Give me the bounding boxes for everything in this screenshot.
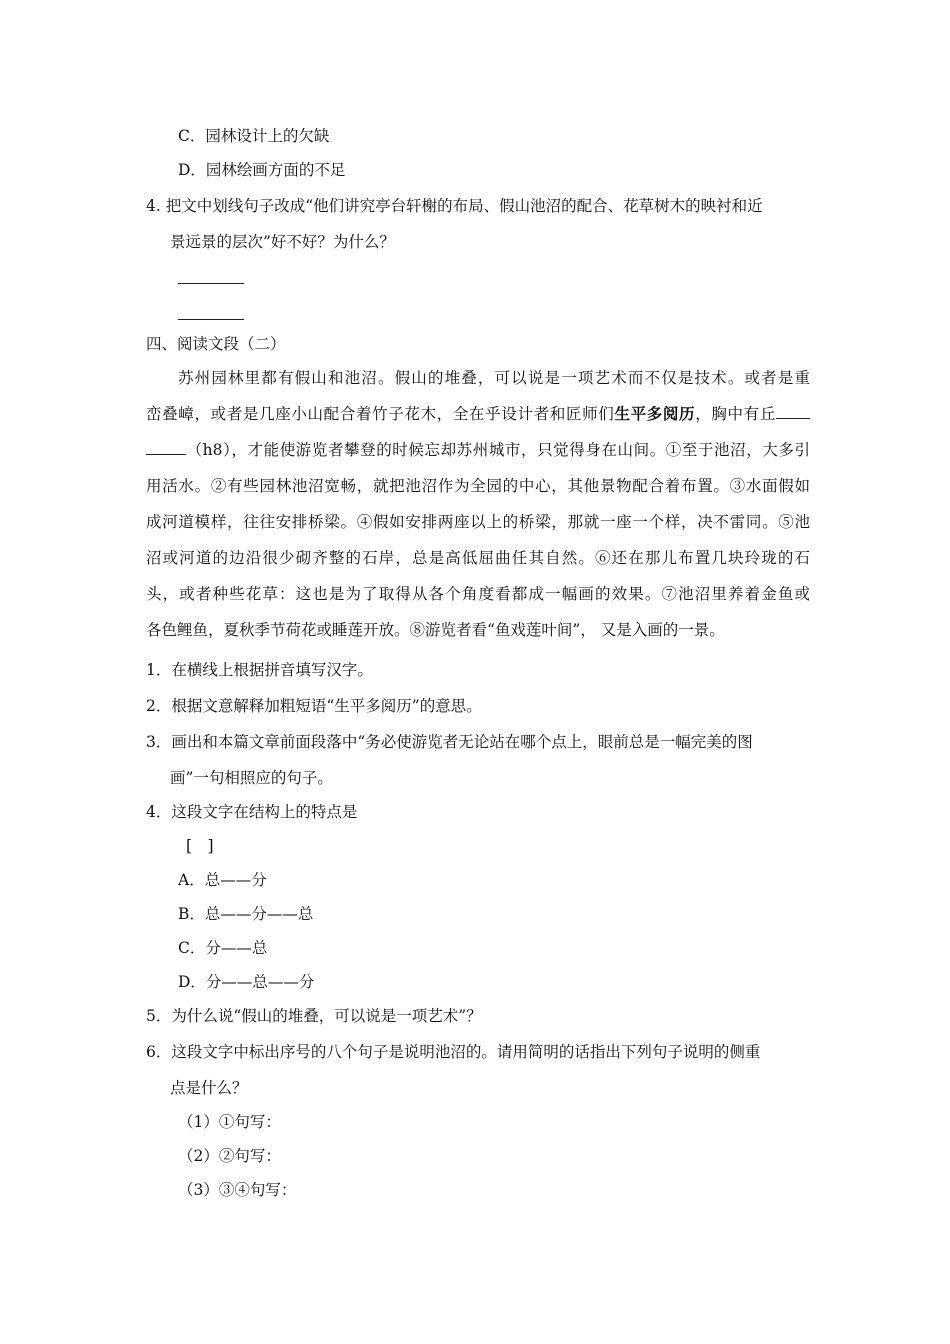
passage-text: （h8），才能使游览者攀登的时候忘却苏州城市，只觉得身在山间。①至于池沼，大多引 [186, 441, 810, 459]
question-3-line1: 3．画出和本篇文章前面段落中“务必使游览者无论站在哪个点上，眼前总是一幅完美的图 [146, 733, 753, 751]
answer-blank-2 [178, 308, 244, 328]
passage-line: 成河道模样，往往安排桥梁。④假如安排两座以上的桥梁，那就一座一个样，决不雷同。⑤池 [146, 513, 810, 531]
option-c: C．园林设计上的欠缺 [178, 127, 330, 145]
option-a: A．总——分 [178, 871, 267, 889]
question-4b: 4．这段文字在结构上的特点是 [146, 803, 358, 821]
option-d2: D．分——总——分 [178, 973, 315, 991]
passage-text: 峦叠嶂，或者是几座小山配合着竹子花木，全在乎设计者和匠师们 [146, 405, 615, 423]
fill-blank [776, 404, 810, 419]
passage-line: 沼或河道的边沿很少砌齐整的石岸，总是高低屈曲任其自然。⑥还在那儿布置几块玲珑的石 [146, 549, 810, 567]
question-6-line2: 点是什么？ [170, 1079, 248, 1097]
fill-blank [146, 440, 186, 455]
passage-line: 各色鲤鱼，夏秋季节荷花或睡莲开放。⑧游览者看“鱼戏莲叶间”， 又是入画的一景。 [146, 621, 725, 639]
question-5: 5．为什么说“假山的堆叠，可以说是一项艺术”？ [146, 1007, 482, 1025]
passage-line: 用活水。②有些园林池沼宽畅，就把池沼作为全园的中心，其他景物配合着布置。③水面假如 [146, 477, 810, 495]
question-3-line2: 画”一句相照应的句子。 [170, 769, 333, 787]
question-6-line1: 6．这段文字中标出序号的八个句子是说明池沼的。请用简明的话指出下列句子说明的侧重 [146, 1043, 761, 1061]
sub-question-1: （1）①句写： [178, 1113, 281, 1131]
option-d: D．园林绘画方面的不足 [178, 161, 346, 179]
passage-text: ，胸中有丘 [695, 405, 776, 423]
answer-blank-1 [178, 272, 244, 292]
sub-question-2: （2）②句写： [178, 1147, 281, 1165]
bold-phrase: 生平多阅历 [614, 405, 696, 423]
question-1: 1．在横线上根据拼音填写汉字。 [146, 661, 373, 679]
passage-line [146, 440, 810, 460]
section-title: 四、阅读文段（二） [146, 335, 286, 353]
option-b: B．总——分——总 [178, 905, 314, 923]
answer-bracket: [ ] [186, 837, 214, 855]
sub-question-3: （3）③④句写： [178, 1181, 297, 1199]
passage-line [146, 404, 810, 424]
question-2: 2．根据文意解释加粗短语“生平多阅历”的意思。 [146, 697, 482, 715]
passage-line: 苏州园林里都有假山和池沼。假山的堆叠，可以说是一项艺术而不仅是技术。或者是重 [178, 369, 810, 387]
question-4-line1: 4. 把文中划线句子改成“他们讲究亭台轩榭的布局、假山池沼的配合、花草树木的映衬和近 [146, 197, 763, 215]
passage-line: 头，或者种些花草：这也是为了取得从各个角度看都成一幅画的效果。⑦池沼里养着金鱼或 [146, 585, 810, 603]
question-4-line2: 景远景的层次”好不好？为什么？ [170, 233, 395, 251]
option-c2: C．分——总 [178, 939, 268, 957]
